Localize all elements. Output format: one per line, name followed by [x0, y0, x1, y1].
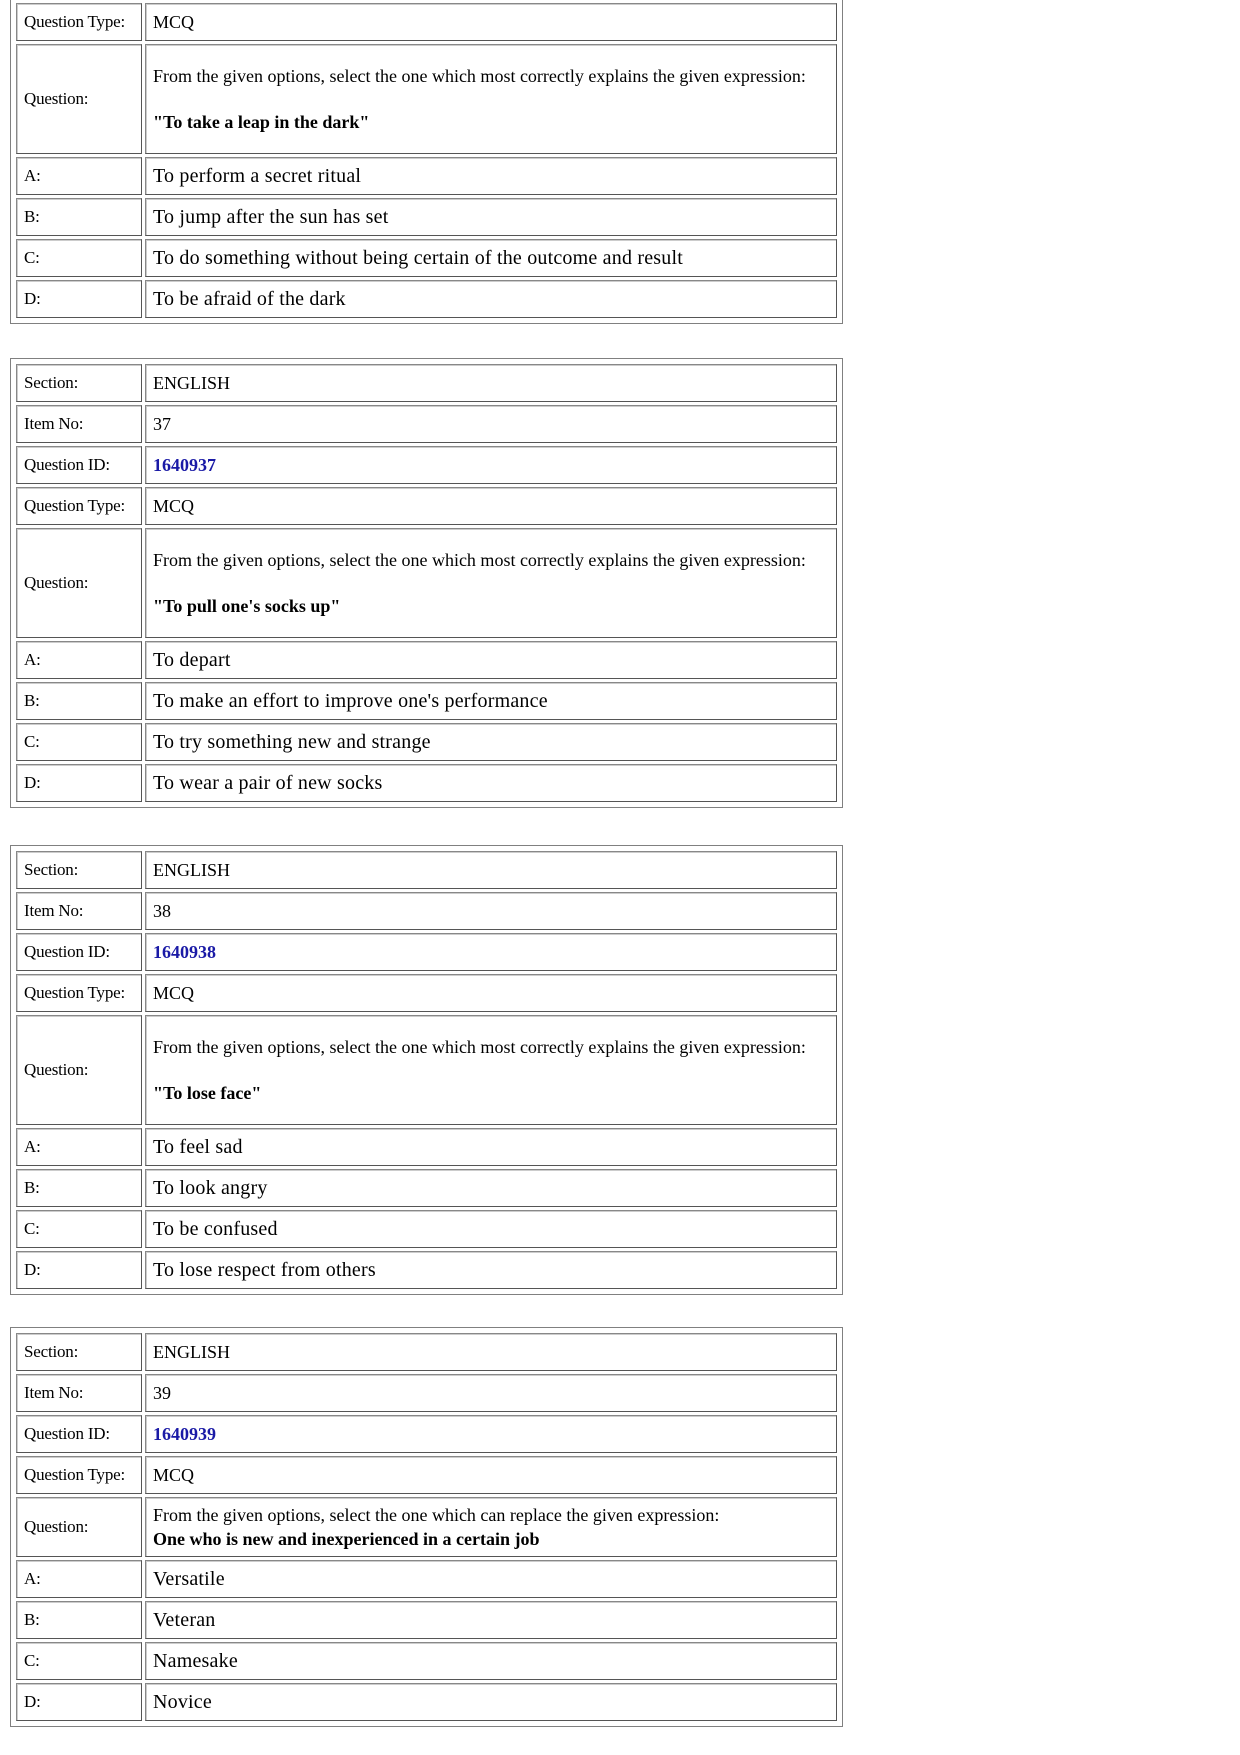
option-c-label: C: — [16, 239, 142, 277]
question-cell — [145, 528, 837, 638]
option-d-label: D: — [16, 764, 142, 802]
question-type-label: Question Type: — [16, 3, 142, 41]
option-c-text: To be confused — [145, 1210, 837, 1248]
question-label: Question: — [16, 1015, 142, 1125]
option-b-text: Veteran — [145, 1601, 837, 1639]
question-row — [16, 1015, 837, 1125]
section-value: ENGLISH — [145, 1333, 837, 1371]
option-a-label: A: — [16, 1560, 142, 1598]
option-row-d — [16, 1683, 837, 1721]
question-type-row — [16, 487, 837, 525]
question-type-label: Question Type: — [16, 1456, 142, 1494]
option-row-a — [16, 641, 837, 679]
item-no-value: 39 — [145, 1374, 837, 1412]
question-type-value: MCQ — [145, 1456, 837, 1494]
option-b-label: B: — [16, 198, 142, 236]
question-type-row — [16, 3, 837, 41]
question-row — [16, 44, 837, 154]
question-block-38 — [10, 845, 843, 1295]
option-row-a — [16, 1560, 837, 1598]
option-b-text: To look angry — [145, 1169, 837, 1207]
option-row-d — [16, 280, 837, 318]
option-d-text: To wear a pair of new socks — [145, 764, 837, 802]
option-c-label: C: — [16, 1642, 142, 1680]
option-c-text: Namesake — [145, 1642, 837, 1680]
option-b-label: B: — [16, 1169, 142, 1207]
question-label: Question: — [16, 1497, 142, 1557]
option-a-text: To feel sad — [145, 1128, 837, 1166]
question-text: From the given options, select the one which most correctly explains the given expression: — [153, 550, 806, 570]
option-d-text: To be afraid of the dark — [145, 280, 837, 318]
option-a-label: A: — [16, 641, 142, 679]
item-no-row — [16, 1374, 837, 1412]
question-text: From the given options, select the one which most correctly explains the given expression: — [153, 66, 806, 86]
option-c-text: To try something new and strange — [145, 723, 837, 761]
option-row-b — [16, 198, 837, 236]
section-row — [16, 1333, 837, 1371]
question-cell — [145, 1497, 837, 1557]
question-text: From the given options, select the one which can replace the given expression: — [153, 1505, 720, 1525]
question-table — [13, 848, 840, 1292]
option-row-d — [16, 764, 837, 802]
option-row-c — [16, 723, 837, 761]
question-id-label: Question ID: — [16, 933, 142, 971]
option-a-label: A: — [16, 157, 142, 195]
question-row — [16, 528, 837, 638]
option-row-c — [16, 1210, 837, 1248]
question-type-value: MCQ — [145, 487, 837, 525]
item-no-row — [16, 892, 837, 930]
question-table — [13, 361, 840, 805]
option-row-c — [16, 1642, 837, 1680]
question-expression: "To take a leap in the dark" — [153, 112, 370, 132]
question-id-value: 1640937 — [145, 446, 837, 484]
option-d-text: Novice — [145, 1683, 837, 1721]
option-a-text: To depart — [145, 641, 837, 679]
question-id-row — [16, 1415, 837, 1453]
option-d-label: D: — [16, 1683, 142, 1721]
item-no-value: 38 — [145, 892, 837, 930]
section-row — [16, 851, 837, 889]
question-type-row — [16, 1456, 837, 1494]
option-b-text: To jump after the sun has set — [145, 198, 837, 236]
section-label: Section: — [16, 851, 142, 889]
section-value: ENGLISH — [145, 851, 837, 889]
question-id-value: 1640938 — [145, 933, 837, 971]
option-row-d — [16, 1251, 837, 1289]
option-d-label: D: — [16, 280, 142, 318]
item-no-value: 37 — [145, 405, 837, 443]
option-row-a — [16, 157, 837, 195]
question-cell — [145, 1015, 837, 1125]
item-no-label: Item No: — [16, 405, 142, 443]
question-row — [16, 1497, 837, 1557]
section-label: Section: — [16, 364, 142, 402]
question-block-39 — [10, 1327, 843, 1727]
question-expression: "To pull one's socks up" — [153, 596, 341, 616]
question-expression: One who is new and inexperienced in a certain job — [153, 1529, 540, 1549]
option-row-b — [16, 1169, 837, 1207]
question-id-label: Question ID: — [16, 446, 142, 484]
option-d-label: D: — [16, 1251, 142, 1289]
question-table — [13, 1330, 840, 1724]
question-label: Question: — [16, 44, 142, 154]
option-c-label: C: — [16, 723, 142, 761]
question-id-label: Question ID: — [16, 1415, 142, 1453]
section-value: ENGLISH — [145, 364, 837, 402]
question-id-value: 1640939 — [145, 1415, 837, 1453]
item-no-row — [16, 405, 837, 443]
question-expression: "To lose face" — [153, 1083, 262, 1103]
option-d-text: To lose respect from others — [145, 1251, 837, 1289]
section-label: Section: — [16, 1333, 142, 1371]
option-b-label: B: — [16, 1601, 142, 1639]
section-row — [16, 364, 837, 402]
question-text: From the given options, select the one which most correctly explains the given expression: — [153, 1037, 806, 1057]
question-type-label: Question Type: — [16, 974, 142, 1012]
option-b-label: B: — [16, 682, 142, 720]
question-label: Question: — [16, 528, 142, 638]
question-id-row — [16, 933, 837, 971]
question-type-value: MCQ — [145, 3, 837, 41]
option-a-text: Versatile — [145, 1560, 837, 1598]
item-no-label: Item No: — [16, 892, 142, 930]
item-no-label: Item No: — [16, 1374, 142, 1412]
option-c-label: C: — [16, 1210, 142, 1248]
question-cell — [145, 44, 837, 154]
option-c-text: To do something without being certain of the outcome and result — [145, 239, 837, 277]
question-block-36 — [10, 0, 843, 324]
question-table — [13, 0, 840, 321]
question-type-row — [16, 974, 837, 1012]
option-a-label: A: — [16, 1128, 142, 1166]
option-row-b — [16, 682, 837, 720]
option-row-c — [16, 239, 837, 277]
option-b-text: To make an effort to improve one's performance — [145, 682, 837, 720]
question-type-label: Question Type: — [16, 487, 142, 525]
question-block-37 — [10, 358, 843, 808]
question-type-value: MCQ — [145, 974, 837, 1012]
question-id-row — [16, 446, 837, 484]
option-row-b — [16, 1601, 837, 1639]
option-a-text: To perform a secret ritual — [145, 157, 837, 195]
option-row-a — [16, 1128, 837, 1166]
